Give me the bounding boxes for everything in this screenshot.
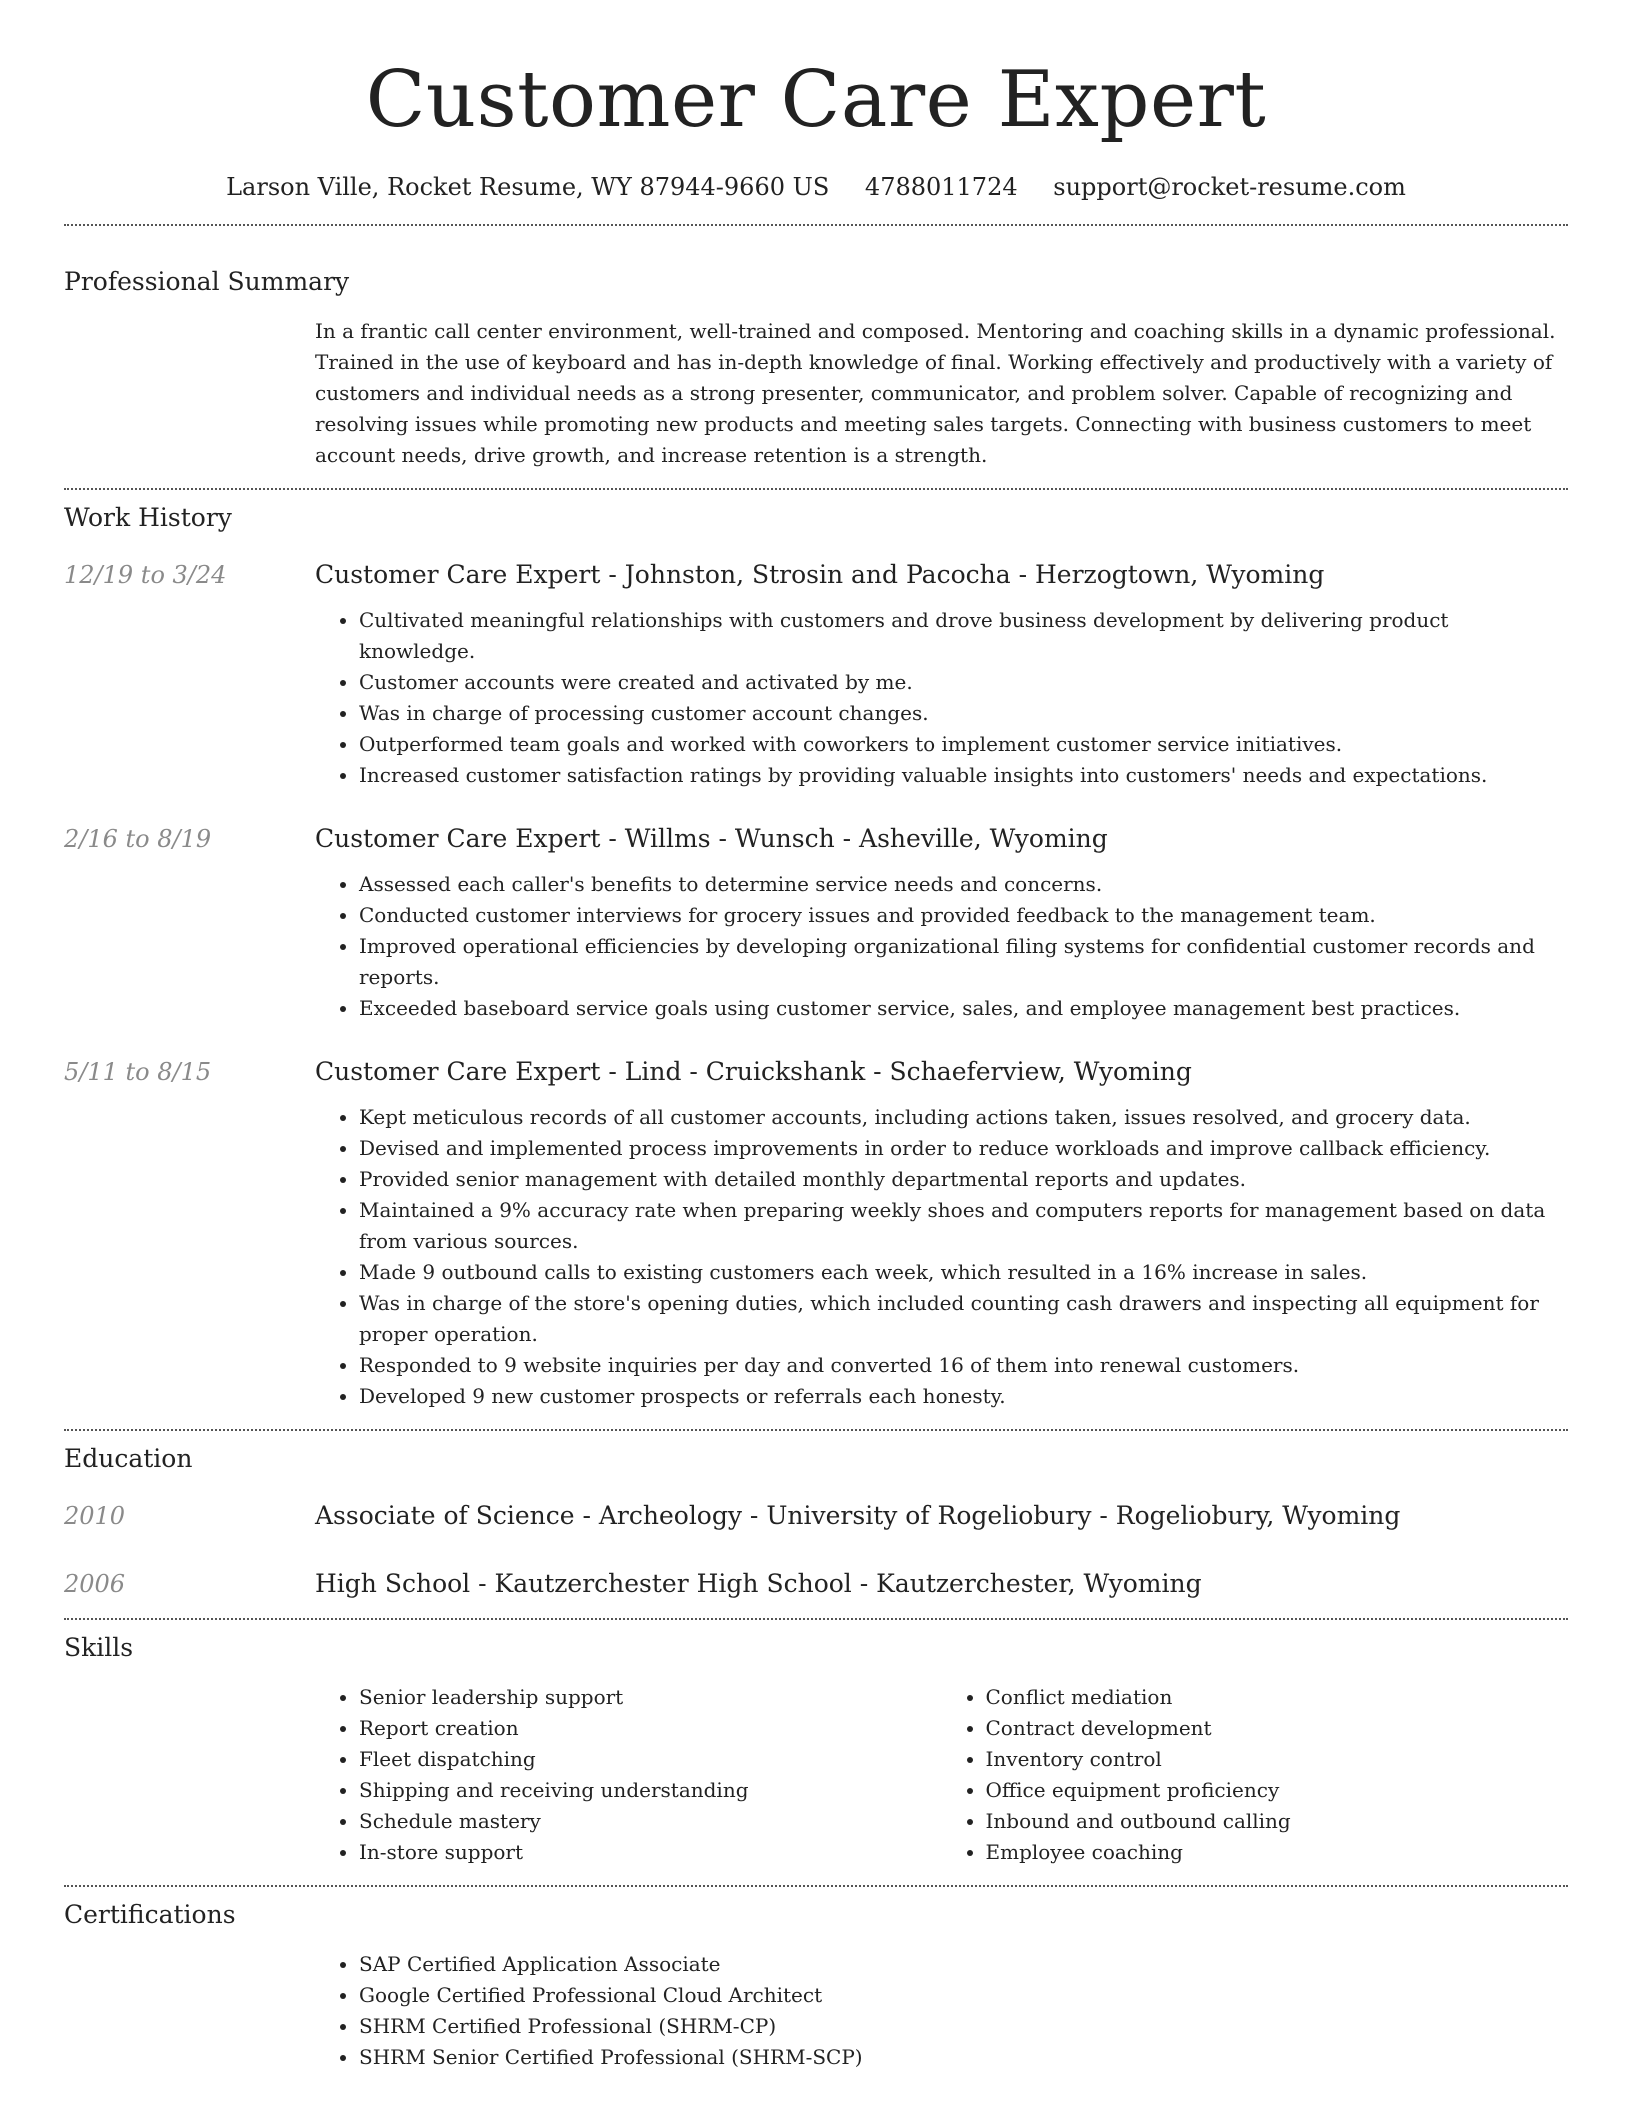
list-item: • Inbound and outbound calling [986,1806,1569,1837]
summary-text: In a frantic call center environment, well-trained and composed. Mentoring and coaching skills in a dynamic professional. Trained in the use of keyboard and has in-depth knowledge of final. Working effectively and productively with a variety of customers and individual needs as a strong presenter, communicator, and problem solver. Capable of recognizing and resolving issues while promoting new products and meeting sales targets. Connecting with business customers to meet account needs, drive growth, and increase retention is a strength. [315,319,1556,467]
job-bullets [315,869,1568,1024]
education-heading: Associate of Science - Archeology - University of Rogeliobury - Rogeliobury, Wyoming [315,1501,1401,1530]
job-entry [64,559,1568,791]
list-item: • Increased customer satisfaction ratings by providing valuable insights into customers' needs and expectations. [359,760,1568,791]
education-entry [64,1568,1568,1600]
education-year: 2006 [64,1570,126,1598]
divider [64,1618,1568,1620]
list-item: • Customer accounts were created and activated by me. [359,667,1568,698]
list-item: • Report creation [359,1713,942,1744]
work-section [64,502,1568,1412]
list-item: • Schedule mastery [359,1806,942,1837]
certifications-section [64,1899,1568,2073]
job-heading: Customer Care Expert - Johnston, Strosin and Pacocha - Herzogtown, Wyoming [315,560,1325,589]
list-item: • SHRM Senior Certified Professional (SHRM-SCP) [359,2042,1568,2073]
education-title: Education [64,1444,193,1473]
list-item: • Was in charge of processing customer account changes. [359,698,1568,729]
list-item: • Shipping and receiving understanding [359,1775,942,1806]
education-heading: High School - Kautzerchester High School - Kautzerchester, Wyoming [315,1569,1202,1598]
list-item: • Maintained a 9% accuracy rate when preparing weekly shoes and computers reports for management based on data from various sources. [359,1195,1568,1257]
list-item: • Was in charge of the store's opening duties, which included counting cash drawers and inspecting all equipment for proper operation. [359,1288,1568,1350]
page-title: Customer Care Expert [365,55,1267,145]
list-item: • Conflict mediation [986,1682,1569,1713]
contact-phone: 4788011724 [864,173,1018,201]
job-dates: 5/11 to 8/15 [64,1058,212,1086]
job-dates: 12/19 to 3/24 [64,561,227,589]
divider [64,1885,1568,1887]
skills-list-right [942,1682,1569,1868]
certifications-list [315,1949,1568,2073]
divider [64,1429,1568,1431]
list-item: • Fleet dispatching [359,1744,942,1775]
divider [64,488,1568,490]
skills-title: Skills [64,1633,134,1662]
list-item: • Contract development [986,1713,1569,1744]
skills-section [64,1632,1568,1868]
list-item: • Employee coaching [986,1837,1569,1868]
list-item: • Exceeded baseboard service goals using customer service, sales, and employee management best practices. [359,993,1568,1024]
list-item: • Made 9 outbound calls to existing customers each week, which resulted in a 16% increase in sales. [359,1257,1568,1288]
certifications-title: Certifications [64,1900,236,1929]
job-entry [64,1056,1568,1412]
list-item: • Cultivated meaningful relationships with customers and drove business development by delivering product knowledge. [359,605,1568,667]
education-year: 2010 [64,1502,126,1530]
job-heading: Customer Care Expert - Willms - Wunsch - Asheville, Wyoming [315,824,1108,853]
education-section [64,1443,1568,1600]
contact-email: support@rocket-resume.com [1053,173,1406,201]
job-bullets [315,605,1568,791]
list-item: • Inventory control [986,1744,1569,1775]
resume-page [64,0,1568,2073]
summary-section [64,266,1568,471]
skills-list-left [315,1682,942,1868]
summary-title: Professional Summary [64,267,350,296]
list-item: • Senior leadership support [359,1682,942,1713]
list-item: • Outperformed team goals and worked with coworkers to implement customer service initiatives. [359,729,1568,760]
contact-address: Larson Ville, Rocket Resume, WY 87944-9660 US [226,173,830,201]
job-entry [64,823,1568,1024]
list-item: • SHRM Certified Professional (SHRM-CP) [359,2011,1568,2042]
list-item: • Improved operational efficiencies by developing organizational filing systems for confidential customer records and reports. [359,931,1568,993]
job-heading: Customer Care Expert - Lind - Cruickshank - Schaeferview, Wyoming [315,1057,1192,1086]
list-item: • SAP Certified Application Associate [359,1949,1568,1980]
list-item: • Assessed each caller's benefits to determine service needs and concerns. [359,869,1568,900]
list-item: • Conducted customer interviews for grocery issues and provided feedback to the management team. [359,900,1568,931]
list-item: • Responded to 9 website inquiries per day and converted 16 of them into renewal customers. [359,1350,1568,1381]
work-title: Work History [64,503,232,532]
education-entry [64,1500,1568,1532]
list-item: • Developed 9 new customer prospects or referrals each honesty. [359,1381,1568,1412]
list-item: • Provided senior management with detailed monthly departmental reports and updates. [359,1164,1568,1195]
list-item: • Devised and implemented process improvements in order to reduce workloads and improve callback efficiency. [359,1133,1568,1164]
list-item: • Google Certified Professional Cloud Architect [359,1980,1568,2011]
list-item: • Kept meticulous records of all customer accounts, including actions taken, issues resolved, and grocery data. [359,1102,1568,1133]
job-bullets [315,1102,1568,1412]
contact-line [64,172,1568,202]
divider [64,224,1568,226]
list-item: • In-store support [359,1837,942,1868]
job-dates: 2/16 to 8/19 [64,825,212,853]
list-item: • Office equipment proficiency [986,1775,1569,1806]
